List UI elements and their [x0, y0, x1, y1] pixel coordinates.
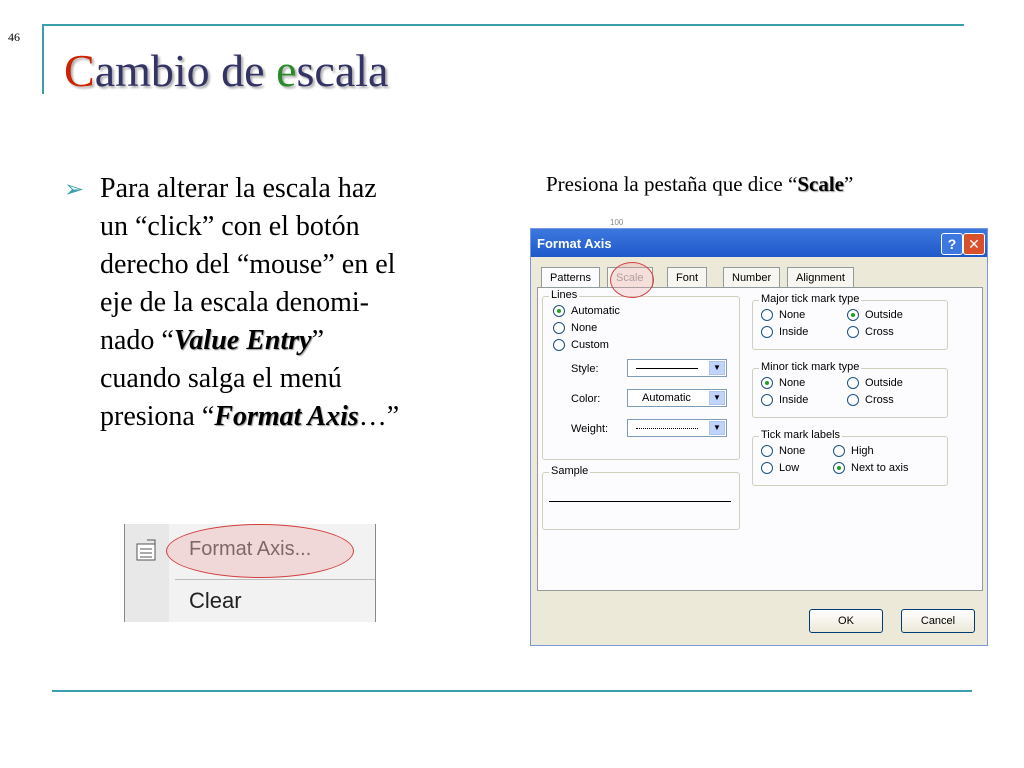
tab-font[interactable]: Font [667, 267, 707, 288]
radio-major-outside[interactable]: Outside [847, 309, 903, 321]
bullet-text: Para alterar la escala haz un “click” con el botón derecho del “mouse” en el eje de la escala denomi- nado “Value Entry” cuando salga el menú presiona “Format Axis…” [100, 173, 400, 432]
color-label: Color: [571, 393, 601, 405]
weight-label: Weight: [571, 423, 609, 435]
lines-group-label: Lines [551, 289, 578, 301]
radio-labels-low[interactable]: Low [761, 462, 799, 474]
menu-item-clear[interactable]: Clear [189, 588, 242, 613]
radio-labels-next-to-axis[interactable]: Next to axis [833, 462, 908, 474]
sample-group-label: Sample [551, 465, 589, 477]
color-select[interactable]: Automatic ▼ [627, 389, 727, 407]
tick-labels-group [752, 429, 948, 486]
ok-button[interactable]: OK [809, 609, 883, 633]
patterns-panel [537, 287, 983, 591]
top-divider [42, 24, 964, 26]
dialog-titlebar[interactable] [531, 229, 987, 257]
menu-separator [175, 579, 375, 580]
tab-number[interactable]: Number [723, 267, 780, 288]
radio-labels-none[interactable]: None [761, 445, 805, 457]
radio-minor-outside[interactable]: Outside [847, 377, 903, 389]
highlight-oval-format-axis [166, 524, 354, 578]
highlight-oval-scale-tab [610, 262, 654, 298]
radio-minor-none[interactable]: None [761, 377, 805, 389]
radio-lines-custom[interactable]: Custom [553, 339, 609, 351]
close-button[interactable]: ✕ [963, 233, 985, 255]
tab-patterns[interactable]: Patterns [541, 267, 600, 288]
format-axis-dialog [530, 228, 988, 646]
bottom-divider [52, 690, 972, 692]
format-axis-icon [135, 538, 159, 562]
radio-minor-inside[interactable]: Inside [761, 394, 808, 406]
dialog-caption: Presiona la pestaña que dice “Scale” [546, 172, 854, 196]
help-button[interactable]: ? [941, 233, 963, 255]
slide-title: Cambio de escala [64, 45, 389, 96]
minor-tick-label: Minor tick mark type [761, 361, 860, 373]
radio-major-inside[interactable]: Inside [761, 326, 808, 338]
major-tick-label: Major tick mark type [761, 293, 860, 305]
minor-tick-group [752, 361, 948, 418]
tab-alignment[interactable]: Alignment [787, 267, 854, 288]
tab-scale[interactable]: Scale [607, 267, 653, 288]
radio-major-cross[interactable]: Cross [847, 326, 894, 338]
radio-labels-high[interactable]: High [833, 445, 874, 457]
major-tick-group [752, 293, 948, 350]
radio-minor-cross[interactable]: Cross [847, 394, 894, 406]
cancel-button[interactable]: Cancel [901, 609, 975, 633]
radio-lines-none[interactable]: None [553, 322, 597, 334]
dialog-title: Format Axis [537, 236, 612, 251]
chart-axis-remnant: 100 [610, 218, 624, 227]
bullet-arrow-icon: ➢ [64, 175, 85, 203]
slide-number: 46 [8, 30, 20, 44]
radio-lines-automatic[interactable]: Automatic [553, 305, 620, 317]
weight-select[interactable] [627, 419, 727, 437]
sample-line [549, 501, 731, 502]
tick-labels-label: Tick mark labels [761, 429, 841, 441]
lines-group [542, 289, 740, 460]
style-label: Style: [571, 363, 599, 375]
menu-item-format-axis[interactable]: Format Axis... [189, 538, 312, 560]
sample-group [542, 465, 740, 530]
chevron-down-icon: ▼ [709, 361, 725, 375]
chevron-down-icon: ▼ [709, 421, 725, 435]
radio-major-none[interactable]: None [761, 309, 805, 321]
left-divider [42, 24, 44, 94]
chevron-down-icon: ▼ [709, 391, 725, 405]
style-select[interactable] [627, 359, 727, 377]
